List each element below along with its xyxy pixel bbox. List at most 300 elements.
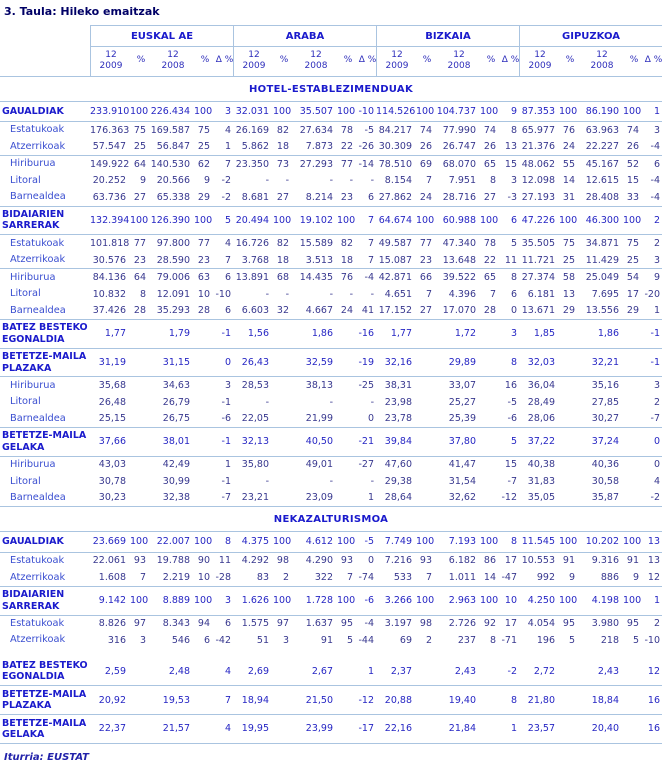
cell: 100 xyxy=(337,595,356,607)
cell: 22.227 xyxy=(585,141,619,153)
row-label: Barnealdea xyxy=(10,492,66,504)
table-row xyxy=(0,155,662,173)
cell: 13.556 xyxy=(585,305,619,317)
cell: 3 xyxy=(224,380,231,392)
cell: 26.169 xyxy=(235,124,269,136)
cell: 6 xyxy=(367,191,374,203)
cell: 1 xyxy=(224,459,231,471)
cell: 4.612 xyxy=(305,536,333,548)
cell: 27,85 xyxy=(591,396,619,408)
cell: 3.197 xyxy=(384,618,412,630)
cell: 22.007 xyxy=(156,536,190,548)
cell: 37,22 xyxy=(527,436,555,448)
cell: 13.891 xyxy=(235,272,269,284)
cell: 992 xyxy=(536,571,555,583)
cell: 25,39 xyxy=(448,413,476,425)
cell: 39,84 xyxy=(384,436,412,448)
table-row xyxy=(0,685,662,714)
cell: -1 xyxy=(221,328,231,340)
row-label: Atzerrikoak xyxy=(10,140,66,152)
cell: 31 xyxy=(562,191,575,203)
cell: 20,88 xyxy=(384,694,412,706)
cell: 32 xyxy=(276,305,289,317)
cell: 31,15 xyxy=(162,357,190,369)
cell: 169.587 xyxy=(150,124,190,136)
section-banner: HOTEL-ESTABLEZIMENDUAK xyxy=(0,76,662,102)
cell: 34,63 xyxy=(162,380,190,392)
cell: 8 xyxy=(510,536,517,548)
cell: 24 xyxy=(419,191,432,203)
table-row xyxy=(0,569,662,586)
cell: 6.603 xyxy=(241,305,269,317)
cell: 41,47 xyxy=(448,459,476,471)
cell: 74 xyxy=(483,124,496,136)
table-row xyxy=(0,252,662,269)
cell: 57.547 xyxy=(92,141,126,153)
cell: - xyxy=(329,396,333,408)
cell: 140.530 xyxy=(150,158,190,170)
cell: 1,56 xyxy=(247,328,269,340)
cell: 27 xyxy=(483,191,496,203)
cell: 3 xyxy=(510,175,517,187)
cell: -4 xyxy=(650,175,660,187)
cell: -17 xyxy=(358,723,374,735)
column-header: 12 2008 xyxy=(590,50,614,71)
cell: 10.202 xyxy=(585,536,619,548)
cell: 3.266 xyxy=(384,595,412,607)
column-header: % xyxy=(136,55,146,66)
cell: -2 xyxy=(650,492,660,504)
cell: 218 xyxy=(600,634,619,646)
row-label: Atzerrikoak xyxy=(10,254,66,266)
cell: 6 xyxy=(203,634,210,646)
cell: 30,23 xyxy=(98,492,126,504)
cell: 1.011 xyxy=(448,571,476,583)
cell: 64.674 xyxy=(378,214,412,226)
cell: 100 xyxy=(559,595,578,607)
cell: 30,58 xyxy=(591,475,619,487)
cell: 22,05 xyxy=(241,413,269,425)
cell: 32,62 xyxy=(448,492,476,504)
cell: 20.566 xyxy=(156,175,190,187)
cell: 21,84 xyxy=(448,723,476,735)
cell: -26 xyxy=(358,141,374,153)
cell: 27 xyxy=(133,191,146,203)
cell: 20.252 xyxy=(92,175,126,187)
table-row xyxy=(0,394,662,411)
cell: 28,64 xyxy=(384,492,412,504)
cell: - xyxy=(329,175,333,187)
cell: 66 xyxy=(419,272,432,284)
row-label: BETETZE-MAILA GELAKA xyxy=(2,717,87,740)
cell: 38,13 xyxy=(305,380,333,392)
cell: 100 xyxy=(337,105,356,117)
column-header: % xyxy=(629,55,639,66)
cell: 3.768 xyxy=(241,254,269,266)
cell: 28.408 xyxy=(585,191,619,203)
cell: -42 xyxy=(215,634,231,646)
cell: 8.889 xyxy=(162,595,190,607)
cell: 64 xyxy=(133,158,146,170)
cell: 322 xyxy=(314,571,333,583)
row-label: BATEZ BESTEKO EGONALDIA xyxy=(2,322,88,345)
cell: 42.871 xyxy=(378,272,412,284)
cell: 9.142 xyxy=(98,595,126,607)
cell: 7.695 xyxy=(591,288,619,300)
cell: 75 xyxy=(133,124,146,136)
cell: 4.396 xyxy=(448,288,476,300)
cell: 23,99 xyxy=(305,723,333,735)
cell: 74 xyxy=(419,124,432,136)
cell: 75 xyxy=(197,124,210,136)
cell: 23 xyxy=(133,254,146,266)
row-label: Estatukoak xyxy=(10,617,65,629)
cell: 46.300 xyxy=(585,214,619,226)
cell: 1,77 xyxy=(104,328,126,340)
cell: 5 xyxy=(510,238,517,250)
cell: 2 xyxy=(282,571,289,583)
cell: 82 xyxy=(340,238,353,250)
cell: - xyxy=(265,396,269,408)
cell: 21,57 xyxy=(162,723,190,735)
section-banner: NEKAZALTURISMOA xyxy=(0,506,662,532)
column-group-header: ARABA xyxy=(234,26,376,47)
cell: 7.193 xyxy=(448,536,476,548)
cell: 7.873 xyxy=(305,141,333,153)
cell: 34.871 xyxy=(585,238,619,250)
table-header xyxy=(0,25,662,76)
cell: 26.747 xyxy=(442,141,476,153)
cell: 5 xyxy=(346,634,353,646)
cell: 94 xyxy=(197,618,210,630)
cell: 23,09 xyxy=(305,492,333,504)
row-label: Estatukoak xyxy=(10,555,65,567)
cell: 8 xyxy=(224,536,231,548)
cell: 27 xyxy=(419,305,432,317)
cell: 2 xyxy=(425,634,432,646)
cell: 31,19 xyxy=(98,357,126,369)
cell: 64 xyxy=(133,272,146,284)
cell: 62 xyxy=(197,158,210,170)
row-label: GAUALDIAK xyxy=(2,536,64,548)
cell: 97 xyxy=(276,618,289,630)
column-subheaders xyxy=(520,47,662,76)
cell: - xyxy=(370,288,374,300)
cell: - xyxy=(329,475,333,487)
cell: 32,21 xyxy=(591,357,619,369)
cell: 2.726 xyxy=(448,618,476,630)
cell: -4 xyxy=(364,618,374,630)
cell: 26 xyxy=(483,141,496,153)
cell: 100 xyxy=(623,105,642,117)
cell: 21.376 xyxy=(521,141,555,153)
cell: 16.726 xyxy=(235,238,269,250)
cell: 1,86 xyxy=(311,328,333,340)
cell: 47.226 xyxy=(521,214,555,226)
cell: 7 xyxy=(367,238,374,250)
cell: 13 xyxy=(647,536,660,548)
column-subheaders xyxy=(91,47,233,76)
cell: 23 xyxy=(419,254,432,266)
cell: 8.826 xyxy=(98,618,126,630)
cell: 29 xyxy=(626,305,639,317)
cell: 16 xyxy=(647,694,660,706)
cell: 100 xyxy=(480,536,499,548)
cell: 3 xyxy=(139,634,146,646)
cell: 4 xyxy=(653,475,660,487)
cell: -1 xyxy=(221,436,231,448)
row-label: GAUALDIAK xyxy=(2,105,64,117)
cell: 1 xyxy=(367,665,374,677)
cell: 1 xyxy=(510,723,517,735)
cell: 23 xyxy=(197,254,210,266)
cell: 95 xyxy=(340,618,353,630)
cell: 41 xyxy=(361,305,374,317)
cell: 5 xyxy=(510,436,517,448)
cell: -10 xyxy=(358,105,374,117)
cell: 11.721 xyxy=(521,254,555,266)
table-row xyxy=(0,532,662,552)
cell: 73 xyxy=(276,158,289,170)
cell: 100 xyxy=(623,536,642,548)
cell: -28 xyxy=(215,571,231,583)
cell: 32,38 xyxy=(162,492,190,504)
cell: 9 xyxy=(568,571,575,583)
cell: -25 xyxy=(358,380,374,392)
cell: 100 xyxy=(273,214,292,226)
cell: -5 xyxy=(364,124,374,136)
cell: 2,48 xyxy=(168,665,190,677)
cell: 32,16 xyxy=(384,357,412,369)
row-label: BIDAIARIEN SARRERAK xyxy=(2,589,65,612)
cell: 43,03 xyxy=(98,459,126,471)
cell: 100 xyxy=(623,214,642,226)
cell: -6 xyxy=(507,413,517,425)
cell: - xyxy=(349,288,353,300)
cell: 4.375 xyxy=(241,536,269,548)
cell: 0 xyxy=(367,413,374,425)
cell: 7 xyxy=(367,254,374,266)
cell: 38,01 xyxy=(162,436,190,448)
cell: 82 xyxy=(276,238,289,250)
table-row xyxy=(0,139,662,156)
cell: -7 xyxy=(221,492,231,504)
cell: - xyxy=(285,288,289,300)
source-note: Iturria: EUSTAT xyxy=(4,751,89,763)
cell: 23,57 xyxy=(527,723,555,735)
cell: 3.513 xyxy=(305,254,333,266)
cell: 12.098 xyxy=(521,175,555,187)
cell: 78.510 xyxy=(378,158,412,170)
cell: 54 xyxy=(626,272,639,284)
cell: 2 xyxy=(653,238,660,250)
cell: -4 xyxy=(650,191,660,203)
cell: 5 xyxy=(632,634,639,646)
cell: 78 xyxy=(483,238,496,250)
cell: 19,95 xyxy=(241,723,269,735)
cell: -2 xyxy=(507,665,517,677)
cell: 100 xyxy=(416,105,435,117)
cell: 84.136 xyxy=(92,272,126,284)
cell: 1,72 xyxy=(454,328,476,340)
cell: 11 xyxy=(504,254,517,266)
cell: 60.988 xyxy=(442,214,476,226)
cell: 2,72 xyxy=(533,665,555,677)
cell: 19,53 xyxy=(162,694,190,706)
cell: 1.728 xyxy=(305,595,333,607)
cell: 10 xyxy=(197,288,210,300)
cell: 47.340 xyxy=(442,238,476,250)
column-header: 12 2008 xyxy=(304,50,328,71)
cell: 7 xyxy=(425,175,432,187)
cell: 19,40 xyxy=(448,694,476,706)
cell: -10 xyxy=(644,634,660,646)
column-subheaders xyxy=(377,47,519,76)
cell: 3 xyxy=(653,380,660,392)
cell: -5 xyxy=(364,536,374,548)
cell: 74 xyxy=(626,124,639,136)
column-header: Δ % xyxy=(501,55,520,66)
column-subheaders xyxy=(234,47,376,76)
cell: 100 xyxy=(194,214,213,226)
column-header: Δ % xyxy=(644,55,662,66)
cell: 5.862 xyxy=(241,141,269,153)
table-row xyxy=(0,456,662,474)
cell: 47,60 xyxy=(384,459,412,471)
cell: 49.587 xyxy=(378,238,412,250)
table-row xyxy=(0,268,662,286)
cell: 25.049 xyxy=(585,272,619,284)
cell: 7 xyxy=(489,288,496,300)
row-label: Litoral xyxy=(10,475,41,487)
table-row xyxy=(0,410,662,427)
row-label: Estatukoak xyxy=(10,124,65,136)
cell: 9 xyxy=(510,105,517,117)
cell: -7 xyxy=(650,413,660,425)
cell: 21,99 xyxy=(305,413,333,425)
cell: -71 xyxy=(501,634,517,646)
column-header: % xyxy=(200,55,210,66)
cell: 0 xyxy=(653,459,660,471)
cell: 13 xyxy=(504,141,517,153)
cell: 77.990 xyxy=(442,124,476,136)
cell: 4.651 xyxy=(384,288,412,300)
cell: 32,03 xyxy=(527,357,555,369)
cell: 4.198 xyxy=(591,595,619,607)
cell: 7.216 xyxy=(384,555,412,567)
cell: 237 xyxy=(457,634,476,646)
cell: 10.832 xyxy=(92,288,126,300)
cell: -19 xyxy=(358,357,374,369)
cell: 7 xyxy=(346,571,353,583)
cell: 20.494 xyxy=(235,214,269,226)
cell: -4 xyxy=(650,141,660,153)
cell: 18 xyxy=(276,141,289,153)
cell: 28 xyxy=(197,305,210,317)
column-header: 12 2009 xyxy=(242,50,266,71)
column-group xyxy=(233,25,376,76)
cell: 87.353 xyxy=(521,105,555,117)
cell: 92 xyxy=(483,618,496,630)
column-header: % xyxy=(486,55,496,66)
cell: -2 xyxy=(221,191,231,203)
cell: 8 xyxy=(489,175,496,187)
cell: 100 xyxy=(480,105,499,117)
cell: 12.091 xyxy=(156,288,190,300)
cell: 77 xyxy=(197,238,210,250)
table-row xyxy=(0,658,662,686)
cell: 21,80 xyxy=(527,694,555,706)
cell: 36,04 xyxy=(527,380,555,392)
cell: -1 xyxy=(650,357,660,369)
cell: 100 xyxy=(559,105,578,117)
cell: 13 xyxy=(647,555,660,567)
cell: 37,80 xyxy=(448,436,476,448)
cell: 12 xyxy=(647,665,660,677)
cell: 22 xyxy=(340,141,353,153)
cell: 76 xyxy=(340,272,353,284)
cell: 4 xyxy=(224,238,231,250)
cell: 100 xyxy=(480,214,499,226)
cell: 28,49 xyxy=(527,396,555,408)
cell: 100 xyxy=(273,595,292,607)
cell: -2 xyxy=(221,175,231,187)
cell: 100 xyxy=(273,536,292,548)
table-row xyxy=(0,473,662,490)
cell: 82 xyxy=(276,124,289,136)
row-label: Barnealdea xyxy=(10,191,66,203)
cell: 100 xyxy=(130,105,149,117)
cell: 886 xyxy=(600,571,619,583)
cell: 2,69 xyxy=(247,665,269,677)
cell: 3.980 xyxy=(591,618,619,630)
cell: 0 xyxy=(510,305,517,317)
cell: 28 xyxy=(133,305,146,317)
cell: 4 xyxy=(224,723,231,735)
cell: - xyxy=(349,175,353,187)
cell: 16 xyxy=(504,380,517,392)
cell: 35.293 xyxy=(156,305,190,317)
cell: 27 xyxy=(276,191,289,203)
cell: 35,80 xyxy=(241,459,269,471)
row-label: Hiriburua xyxy=(10,379,56,391)
cell: 2,37 xyxy=(390,665,412,677)
cell: 546 xyxy=(171,634,190,646)
cell: 21,50 xyxy=(305,694,333,706)
cell: 3 xyxy=(282,634,289,646)
cell: 7 xyxy=(425,571,432,583)
cell: 126.390 xyxy=(150,214,190,226)
row-label: Hiriburua xyxy=(10,459,56,471)
cell: 93 xyxy=(133,555,146,567)
cell: 27.374 xyxy=(521,272,555,284)
cell: 79.006 xyxy=(156,272,190,284)
cell: 11.429 xyxy=(585,254,619,266)
cell: 100 xyxy=(194,595,213,607)
cell: -6 xyxy=(364,595,374,607)
cell: 40,36 xyxy=(591,459,619,471)
cell: 93 xyxy=(419,555,432,567)
cell: 8 xyxy=(510,124,517,136)
cell: 7 xyxy=(224,158,231,170)
cell: 6 xyxy=(510,288,517,300)
cell: 8 xyxy=(139,288,146,300)
cell: 24 xyxy=(562,141,575,153)
cell: 17.152 xyxy=(378,305,412,317)
cell: 3 xyxy=(224,105,231,117)
cell: 26 xyxy=(419,141,432,153)
table-row xyxy=(0,121,662,139)
